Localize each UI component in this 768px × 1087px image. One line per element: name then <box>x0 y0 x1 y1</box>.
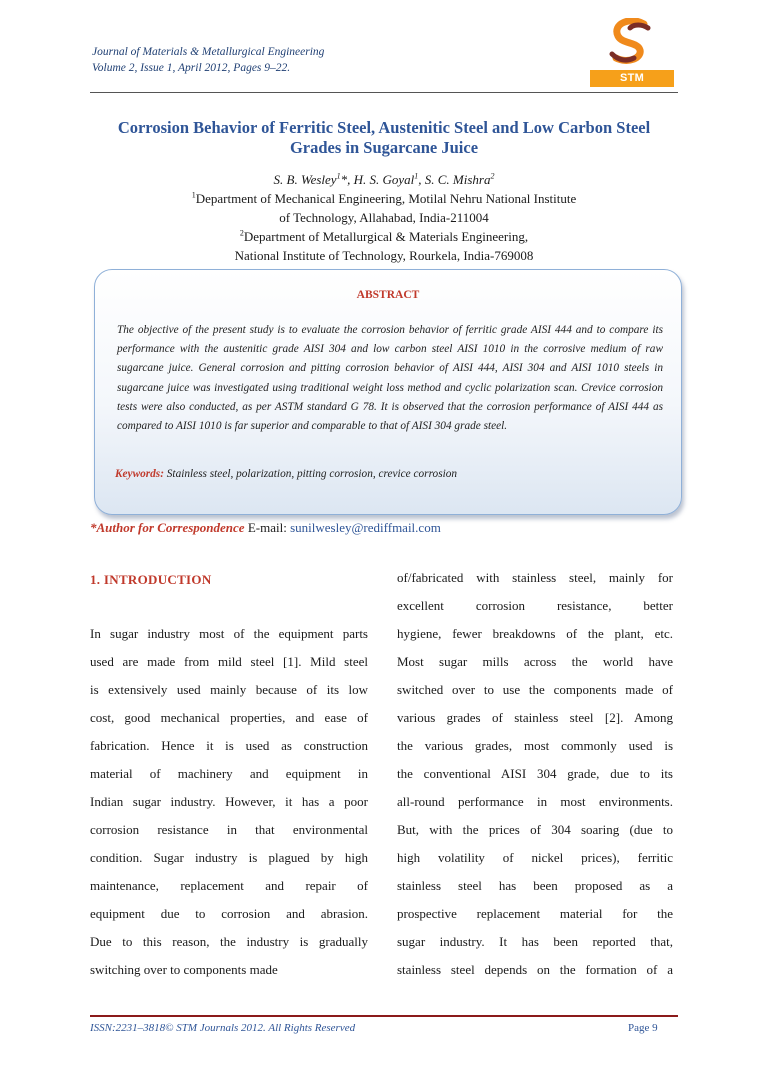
affiliation-2-line-1: Department of Metallurgical & Materials Engineering, <box>243 229 529 244</box>
footer-page-number: Page 9 <box>628 1022 658 1034</box>
author-2-sup: 1 <box>414 171 419 181</box>
author-1-sup: 1 <box>336 171 341 181</box>
body-column-right <box>397 564 673 984</box>
logo-swirl-icon <box>590 18 674 70</box>
affiliation-1-sup: 1 <box>191 190 196 200</box>
affiliation-2-line-2: National Institute of Technology, Rourkela, India-769008 <box>234 248 534 263</box>
author-3-sup: 2 <box>490 171 495 181</box>
logo-text: STM JOURNALS <box>590 70 674 87</box>
body-line: of/fabricated with stainless steel, mainly for <box>397 570 673 585</box>
body-line: switching over to components made <box>90 962 278 977</box>
journal-name: Journal of Materials & Metallurgical Engineering <box>92 46 325 58</box>
author-3: S. C. Mishra <box>424 172 491 187</box>
body-line: the conventional AISI 304 grade, due to its <box>397 766 673 781</box>
body-line: excellent corrosion resistance, better <box>397 598 673 613</box>
journal-issue: Volume 2, Issue 1, April 2012, Pages 9–22. <box>92 62 291 74</box>
body-line: Most sugar mills across the world have <box>397 654 673 669</box>
body-line: equipment due to corrosion and abrasion. <box>90 906 368 921</box>
keywords <box>115 468 457 480</box>
body-line: stainless steel depends on the formation of a <box>397 962 673 977</box>
author-2: H. S. Goyal <box>353 172 415 187</box>
affiliation-1-line-2: of Technology, Allahabad, India-211004 <box>279 210 489 225</box>
body-line: But, with the prices of 304 soaring (due to <box>397 822 673 837</box>
title-line-2: Grades in Sugarcane Juice <box>289 138 479 157</box>
email-label: E-mail: <box>247 520 287 535</box>
correspondence-label: *Author for Correspondence <box>90 520 245 535</box>
keywords-list: Stainless steel, polarization, pitting corrosion, crevice corrosion <box>166 468 458 480</box>
section-heading-introduction: 1. INTRODUCTION <box>90 572 212 587</box>
body-line: In sugar industry most of the equipment parts <box>90 626 368 641</box>
body-line: fabrication. Hence it is used as construction <box>90 738 368 753</box>
paper-title <box>88 118 680 158</box>
affiliation-1-line-1: Department of Mechanical Engineering, Motilal Nehru National Institute <box>195 191 577 206</box>
body-line: sugar industry. It has been reported that, <box>397 934 673 949</box>
correspondence-line <box>90 520 441 536</box>
body-line: hygiene, fewer breakdowns of the plant, etc. <box>397 626 673 641</box>
affiliation-1 <box>88 189 680 208</box>
body-line: Due to this reason, the industry is gradually <box>90 934 368 949</box>
body-line: the various grades, most commonly used is <box>397 738 673 753</box>
author-separator: , <box>418 172 425 187</box>
body-line: is extensively used mainly because of its low <box>90 682 368 697</box>
journal-header <box>92 44 324 76</box>
author-list <box>88 170 680 189</box>
stm-journals-logo <box>590 18 682 101</box>
body-line: switched over to use the components made of <box>397 682 673 697</box>
author-1: S. B. Wesley <box>273 172 337 187</box>
correspondence-email[interactable]: sunilwesley@rediffmail.com <box>290 520 441 535</box>
body-line: maintenance, replacement and repair of <box>90 878 368 893</box>
body-line: all-round performance in most environments. <box>397 794 673 809</box>
body-line: cost, good mechanical properties, and ease of <box>90 710 368 725</box>
title-line-1: Corrosion Behavior of Ferritic Steel, Austenitic Steel and Low Carbon Steel <box>117 118 651 137</box>
body-line: stainless steel has been proposed as a <box>397 878 673 893</box>
body-line: material of machinery and equipment in <box>90 766 368 781</box>
authors-block <box>88 170 680 265</box>
affiliation-2-sup: 2 <box>239 228 244 238</box>
footer-copyright: ISSN:2231–3818© STM Journals 2012. All Rights Reserved <box>90 1022 356 1034</box>
body-line: used are made from mild steel [1]. Mild steel <box>90 654 368 669</box>
body-line: condition. Sugar industry is plagued by high <box>90 850 368 865</box>
body-line: various grades of stainless steel [2]. Among <box>397 710 673 725</box>
keywords-label: Keywords: <box>115 468 164 480</box>
author-1-mark: *, <box>340 172 354 187</box>
footer-divider <box>90 1015 678 1017</box>
body-line: high volatility of nickel prices), ferritic <box>397 850 673 865</box>
abstract-text: The objective of the present study is to evaluate the corrosion behavior of ferritic grade AISI 444 and to compare its performance with the austenitic grade AISI 304 and low carbon steel AISI 1010 in the corrosive medium of raw sugarcane juice. General corrosion and pitting corrosion behavior of AISI 444, AISI 304 and AISI 1010 steels in sugarcane juice was investigated using traditional weight loss method and cyclic polarization scan. Crevice corrosion tests were also conducted, as per ASTM standard G 78. It is observed that the corrosion performance of AISI 444 as compared to AISI 1010 is far superior and comparable to that of AISI 304 grade steel. <box>117 324 663 433</box>
body-line: Indian sugar industry. However, it has a poor <box>90 794 368 809</box>
affiliation-2 <box>88 227 680 246</box>
body-line: corrosion resistance in that environmental <box>90 822 368 837</box>
abstract-heading: ABSTRACT <box>356 289 420 301</box>
body-column-left <box>90 620 368 984</box>
abstract-box <box>94 269 682 515</box>
body-line: prospective replacement material for the <box>397 906 673 921</box>
header-divider <box>90 92 678 93</box>
